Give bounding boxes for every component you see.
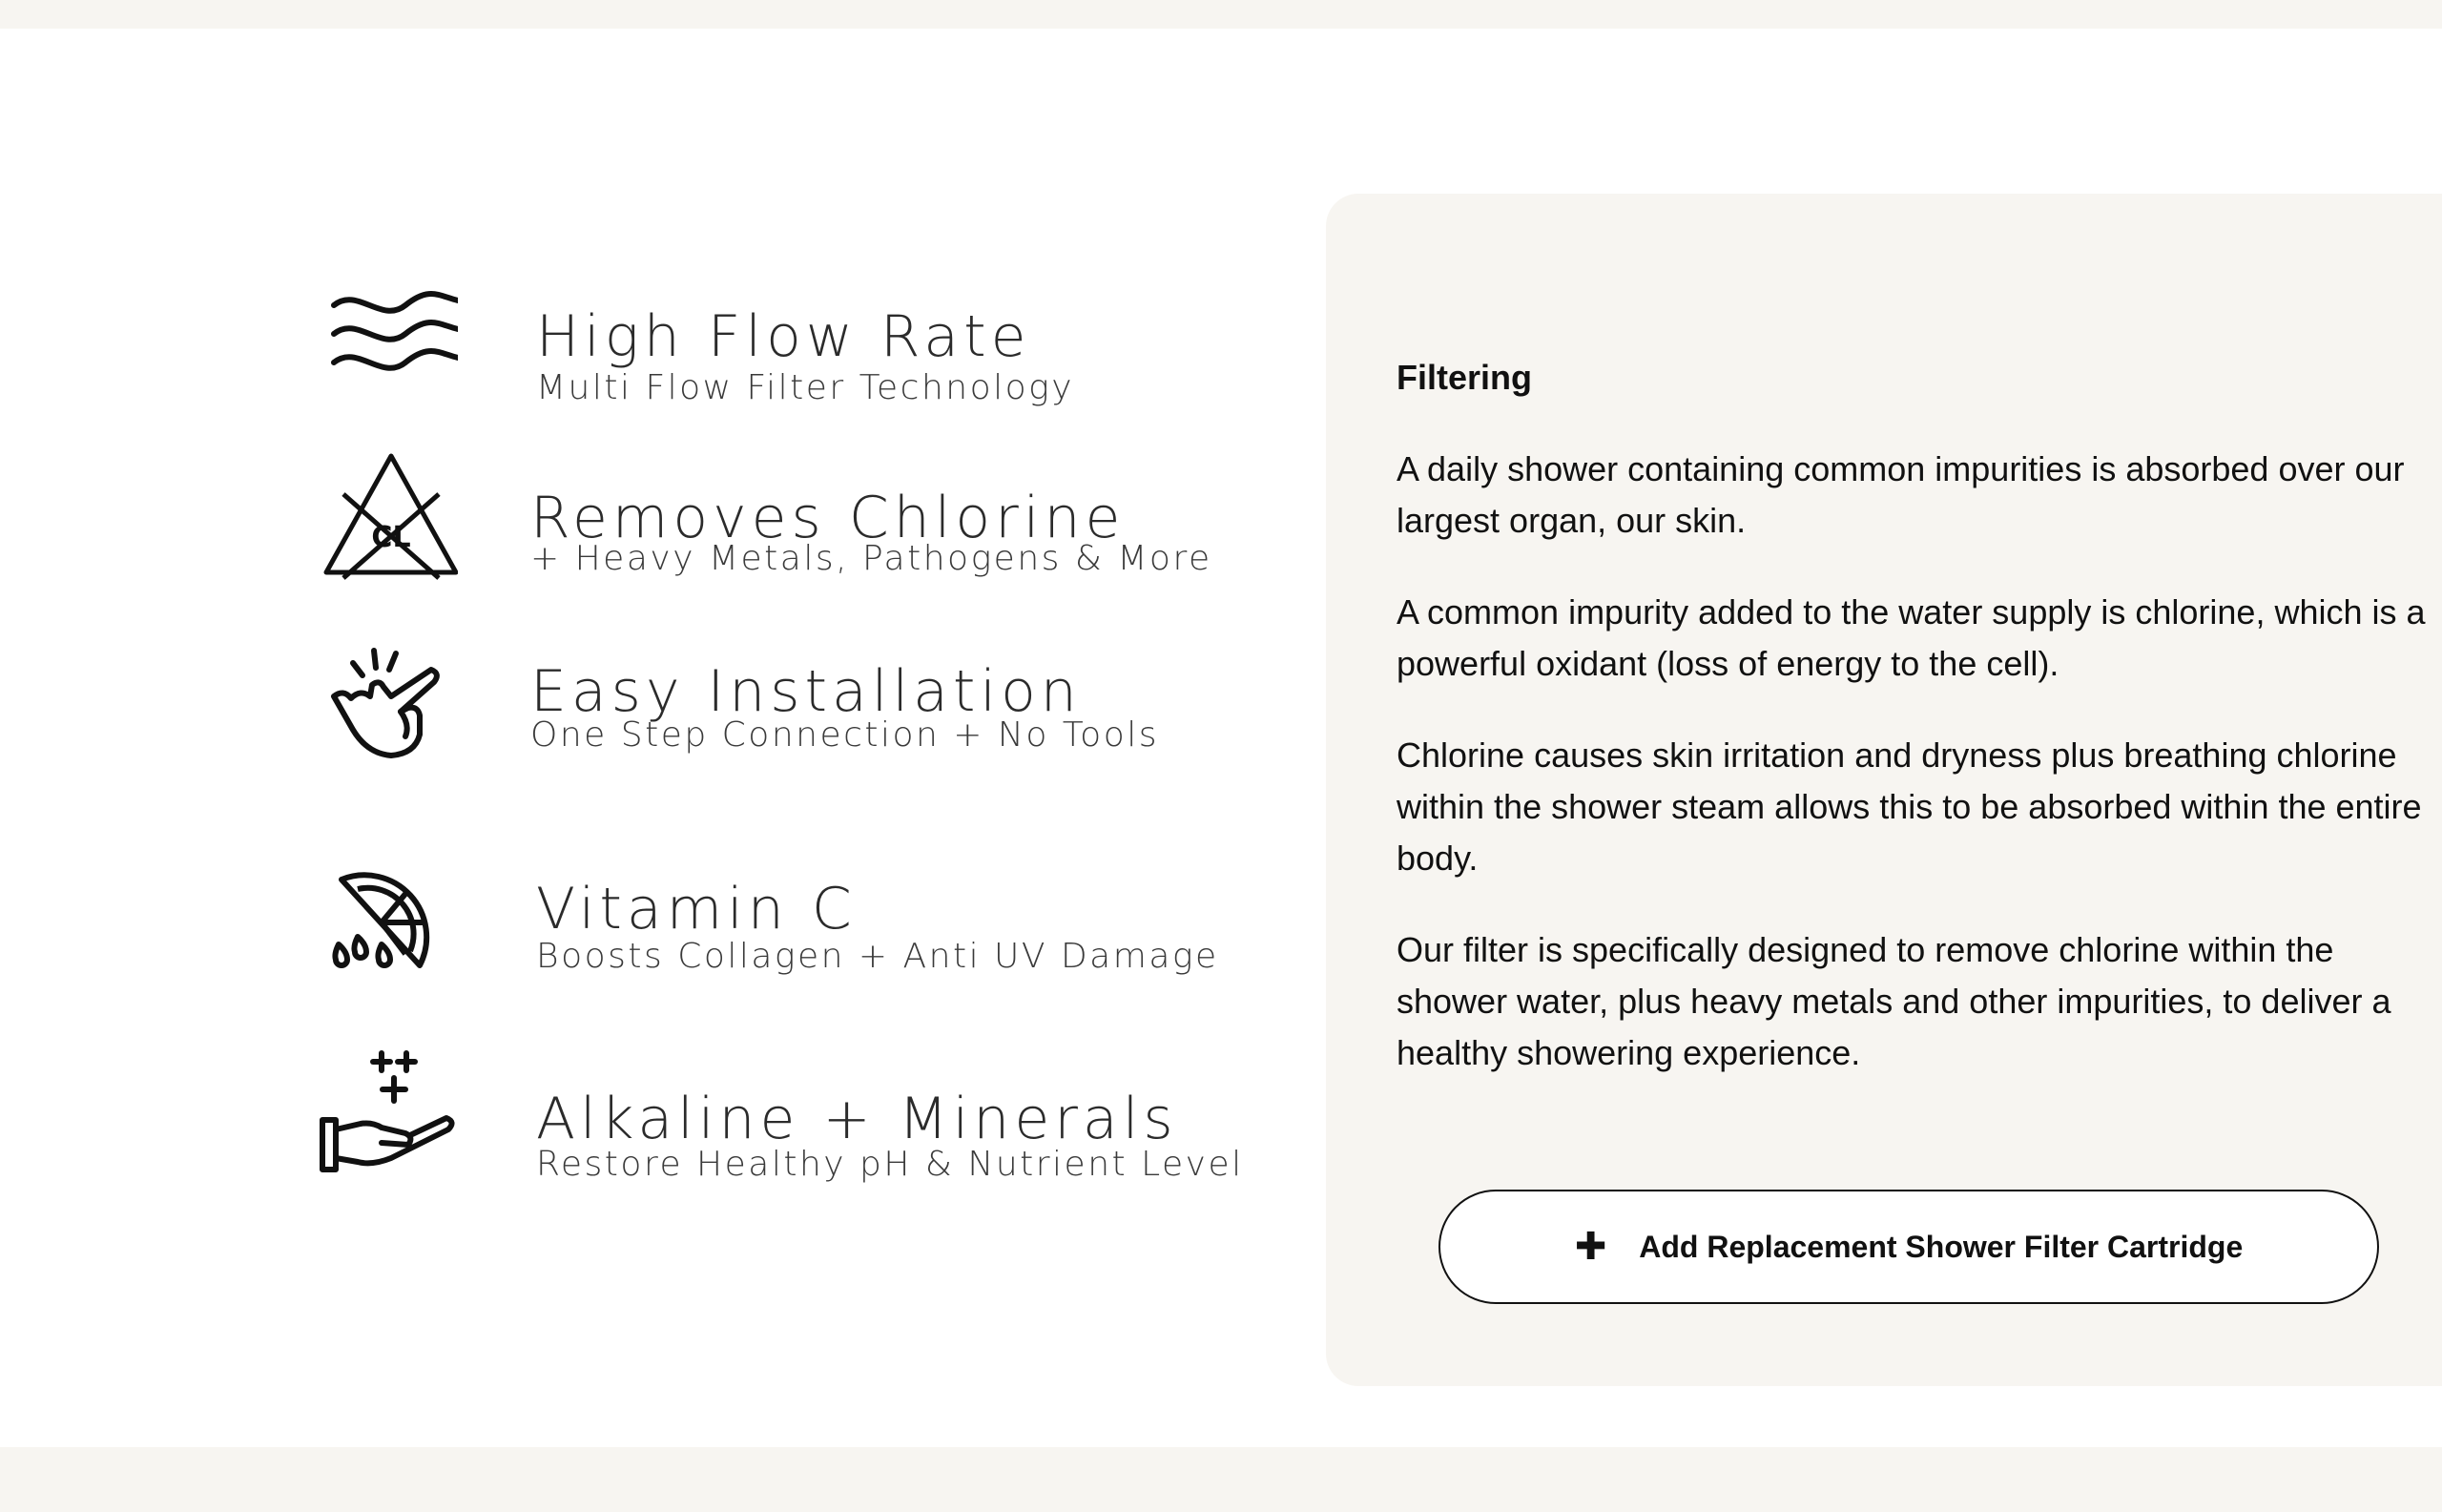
- feature-high-flow-rate: [315, 267, 1269, 410]
- feature-list: [315, 238, 1269, 1240]
- feature-removes-chlorine: [315, 446, 1269, 590]
- no-chlorine-icon: [315, 446, 458, 590]
- info-paragraph: Our filter is specifically designed to remove chlorine within the shower water, plus heavy metals and other impurities, to deliver a healthy showering experience.: [1397, 930, 2391, 1072]
- info-paragraph: A common impurity added to the water supply is chlorine, which is a powerful oxidant (loss of energy to the cell).: [1397, 592, 2426, 683]
- filtering-info-panel: [1326, 194, 2442, 1386]
- info-paragraph: A daily shower containing common impurities is absorbed over our largest organ, our skin.: [1397, 449, 2405, 540]
- info-heading: Filtering: [1397, 358, 1532, 397]
- feature-subtitle: + Heavy Metals, Pathogens & More: [530, 539, 1212, 578]
- top-strip: [0, 0, 2442, 29]
- feature-title: Easy Installation: [530, 658, 1082, 725]
- svg-text:CL: CL: [371, 521, 411, 554]
- feature-vitamin-c: [315, 857, 1269, 1000]
- feature-title: High Flow Rate: [536, 303, 1031, 370]
- add-button-label: Add Replacement Shower Filter Cartridge: [1639, 1229, 2244, 1264]
- info-body: [1397, 444, 2427, 1119]
- feature-subtitle: One Step Connection + No Tools: [530, 715, 1159, 755]
- hand-minerals-icon: [315, 1042, 458, 1185]
- add-replacement-cartridge-button[interactable]: [1438, 1190, 2379, 1304]
- plus-icon: ✚: [1574, 1226, 1607, 1268]
- snap-hand-icon: [315, 630, 458, 773]
- feature-title: Alkaline + Minerals: [536, 1086, 1178, 1152]
- citrus-slice-icon: [315, 841, 458, 984]
- feature-alkaline-minerals: [315, 1061, 1269, 1204]
- feature-subtitle: Boosts Collagen + Anti UV Damage: [536, 937, 1219, 976]
- feature-subtitle: Restore Healthy pH & Nutrient Level: [536, 1145, 1244, 1184]
- info-paragraph: Chlorine causes skin irritation and dryness plus breathing chlorine within the shower steam allows this to be absorbed within the entire body.: [1397, 735, 2422, 878]
- feature-subtitle: Multi Flow Filter Technology: [536, 368, 1075, 407]
- feature-easy-installation: [315, 639, 1269, 782]
- bottom-strip: [0, 1447, 2442, 1512]
- feature-title: Removes Chlorine: [530, 485, 1126, 551]
- waves-icon: [315, 258, 458, 401]
- feature-title: Vitamin C: [536, 876, 857, 942]
